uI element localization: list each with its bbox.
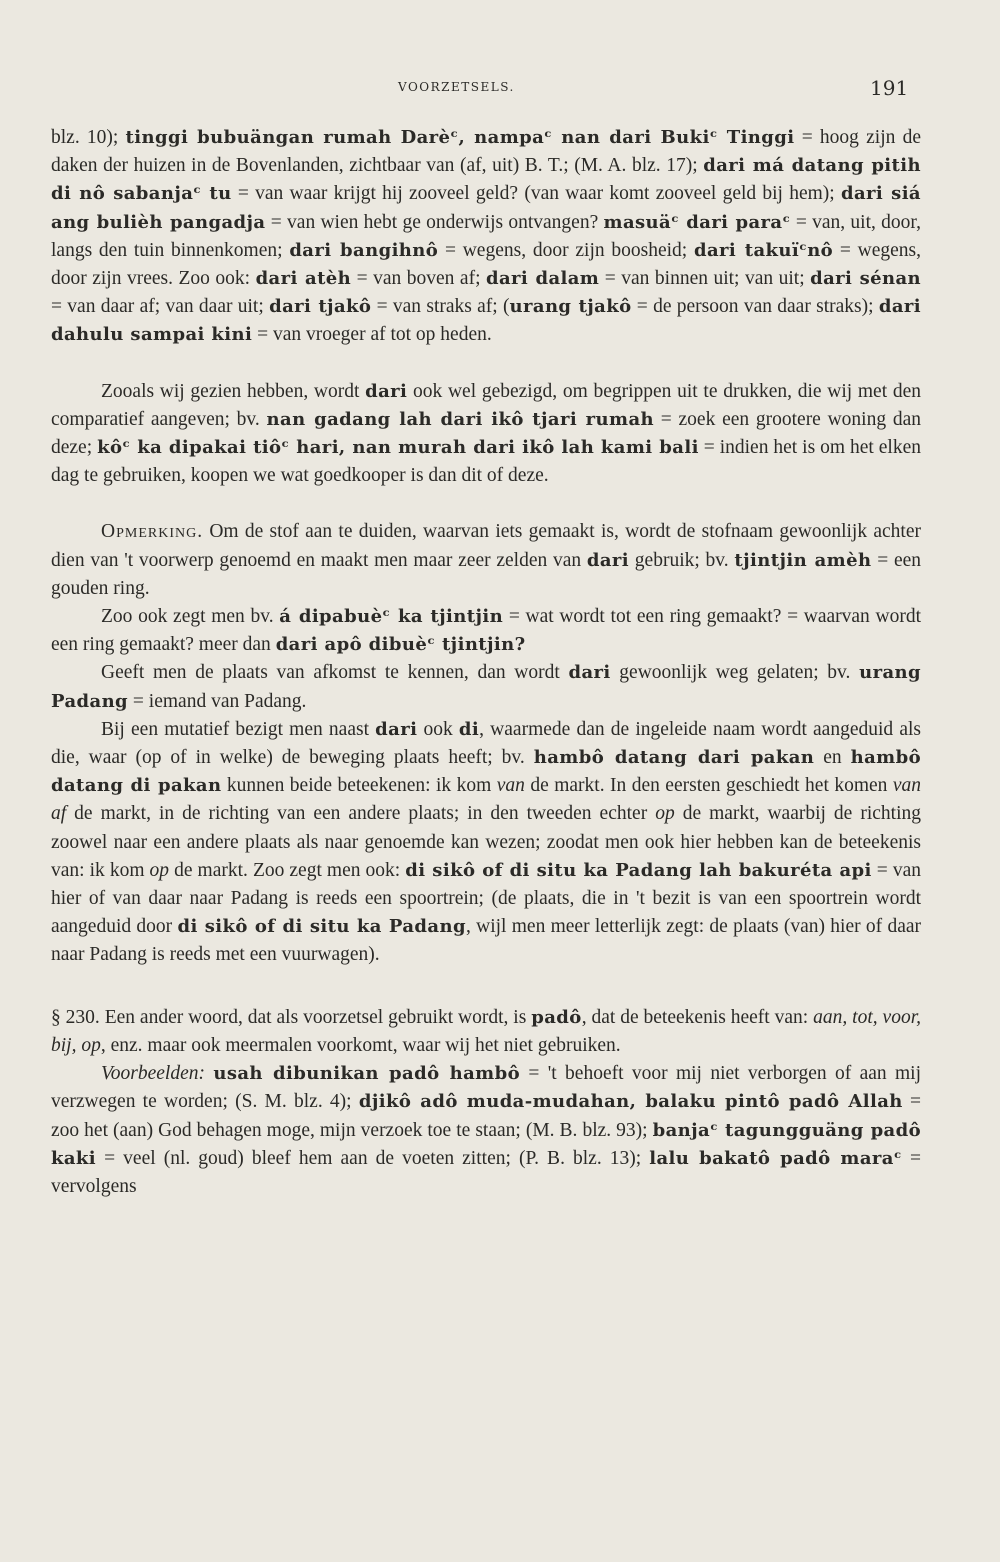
malay-term: dari má datang pitih di nô sabanjaᶜ tu [51, 155, 921, 205]
paragraph-opmerking [51, 518, 921, 603]
malay-term: kôᶜ ka dipakai tiôᶜ hari, nan murah dari ikô lah kami bali [97, 437, 699, 459]
malay-term: dari bangihnô [289, 239, 439, 261]
paragraph-zoo-ook [51, 603, 921, 659]
malay-term: masuäᶜ dari paraᶜ [603, 211, 791, 233]
body-run: = van waar krijgt hij zooveel geld? (van waar komt zooveel geld bij hem); [231, 183, 841, 205]
malay-term: dari [568, 662, 611, 684]
body-run: en [814, 747, 851, 769]
body-run: = de persoon van daar straks); [631, 296, 879, 318]
body-run: = veel (nl. goud) bleef hem aan de voeten zitten; (P. B. blz. 13); [96, 1147, 650, 1169]
malay-term: di [458, 718, 480, 740]
malay-term: dari siá ang bulièh pangadja [51, 183, 921, 233]
body-run: = van boven af; [351, 268, 486, 290]
paragraph-voorbeelden [51, 1060, 921, 1201]
body-run: = hoog zijn de daken der huizen in de Bovenlanden, zichtbaar van (af, uit) B. T.; (M. A. blz. 17); [51, 127, 921, 177]
malay-term: nan gadang lah dari ikô tjari rumah [266, 408, 655, 430]
body-run: = 't behoeft voor mij niet verborgen of aan mij verzwegen te worden; (S. M. blz. 4); [51, 1063, 922, 1113]
malay-term: dari [365, 380, 408, 402]
body-run: = van daar af; van daar uit; [51, 296, 270, 318]
malay-term: di sikô of di situ ka Padang [177, 916, 466, 938]
malay-term: dari dalam [486, 268, 600, 290]
body-run: , dat de beteekenis heeft van: [581, 1006, 814, 1028]
paragraph-continued [51, 124, 921, 350]
malay-term: urang tjakô [509, 296, 632, 318]
remark-label: Opmerking. [101, 521, 204, 543]
malay-term: hambô datang di pakan [51, 747, 921, 797]
body-run: = van vroeger af tot op heden. [252, 324, 492, 346]
body-run: = vervolgens [51, 1147, 921, 1197]
italic-text: op [655, 803, 675, 825]
body-run: = van wien hebt ge onderwijs ontvangen? [265, 211, 604, 233]
body-run: kunnen beide beteekenen: ik kom [221, 775, 497, 797]
malay-term: di sikô of di situ ka Padang lah bakuréta api [405, 859, 872, 881]
malay-term: dari sénan [810, 268, 922, 290]
body-run: = zoo het (aan) God behagen moge, mijn verzoek toe te staan; (M. B. blz. 93); [51, 1091, 921, 1141]
body-run: = een gouden ring. [51, 549, 922, 599]
malay-term: djikô adô muda-mudahan, balaku pintô padô Allah [358, 1091, 903, 1113]
running-title: VOORZETSELS. [398, 80, 515, 94]
malay-term: dari dahulu sampai kini [51, 296, 921, 346]
body-run: = indien het is om het elken dag te gebruiken, koopen we wat goedkooper is dan dit of deze. [51, 437, 921, 487]
body-run: , waarmede dan de ingeleide naam wordt aangeduid als die, waar (op of in welke) de beweging plaats heeft; bv. [51, 718, 921, 769]
body-run: , wijl men meer letterlijk zegt: de plaats (van) hier of daar naar Padang is reeds met een vuurwagen). [51, 916, 921, 966]
italic-text: van [496, 775, 525, 797]
malay-term: usah dibunikan padô hambô [213, 1063, 521, 1085]
paragraph-section-230 [51, 1004, 921, 1060]
italic-text: op [149, 859, 170, 881]
malay-term: á dipabuèᶜ ka tjintjin [279, 606, 504, 628]
malay-term: hambô datang dari pakan [533, 747, 815, 769]
body-run: blz. 10); [51, 127, 126, 148]
body-run: = wegens, door zijn boosheid; [438, 239, 694, 261]
malay-term: dari apô dibuèᶜ tjintjin? [275, 634, 526, 656]
body-run: , enz. maar ook meermalen voorkomt, waar wij het niet gebruiken. [100, 1034, 621, 1056]
body-run: = van straks af; ( [371, 296, 510, 318]
paragraph-afkomst [51, 659, 921, 715]
body-run: de markt. Zoo zegt men ook: [169, 859, 406, 881]
malay-term: dari atèh [255, 268, 352, 290]
malay-term: dari tjakô [269, 296, 372, 318]
paragraph-comparative [51, 378, 921, 491]
body-run: = van binnen uit; van uit; [599, 268, 811, 290]
malay-term: padô [531, 1006, 582, 1028]
italic-text: aan, tot, voor, bij, op [51, 1006, 921, 1056]
body-run: = wegens, door zijn vrees. Zoo ook: [51, 239, 921, 290]
page-number: 191 [870, 76, 909, 100]
body-run: Zooals wij gezien hebben, wordt [101, 380, 366, 402]
malay-term: banjaᶜ tagungguäng padô kaki [51, 1119, 922, 1169]
body-run: Geeft men de plaats van afkomst te kennen, dan wordt [101, 662, 569, 684]
malay-term: tinggi bubuängan rumah Darèᶜ, nampaᶜ nan dari Bukiᶜ Tinggi [125, 127, 795, 148]
body-run: = iemand van Padang. [128, 690, 307, 712]
malay-term: dari takuïᶜnô [694, 239, 834, 261]
italic-text: Voorbeelden: [101, 1063, 205, 1085]
body-run: = wat wordt tot een ring gemaakt? = waarvan wordt een ring gemaakt? meer dan [51, 606, 921, 656]
body-run: de markt, waarbij de richting zoowel naar een andere plaats als naar genoemde kan wezen; zoodat men ook hier hebben kan de beteekenis van: ik kom [51, 803, 921, 881]
malay-term: dari [375, 718, 418, 740]
body-run: gebruik; bv. [629, 549, 735, 571]
body-run: ook wel gebezigd, om begrippen uit te drukken, die wij met den comparatief aangeven; bv. [51, 380, 921, 430]
malay-term: dari [586, 549, 630, 571]
italic-text: van af [51, 775, 921, 825]
body-run: Om de stof aan te duiden, waarvan iets gemaakt is, wordt de stofnaam gewoonlijk achter dien van 't voorwerp genoemd en maakt men maar zeer zelden van [51, 521, 921, 571]
page-header [0, 76, 1000, 102]
body-run: ook [417, 718, 459, 740]
body-run: = zoek een grootere woning dan deze; [51, 408, 921, 459]
body-run: de markt. In den eersten geschiedt het komen [524, 775, 893, 797]
malay-term: tjintjin amèh [734, 549, 872, 571]
body-run: de markt, in de richting van een andere plaats; in den tweeden echter [66, 803, 656, 825]
body-run: = van hier of van daar naar Padang is reeds een spoortrein; (de plaats, die in 't bezit is van een spoortrein wordt aangeduid door [51, 859, 921, 938]
paragraph-mutatief [51, 716, 921, 970]
body-run: Bij een mutatief bezigt men naast [101, 718, 376, 740]
body-run: gewoonlijk weg gelaten; bv. [610, 662, 860, 684]
body-text [51, 124, 921, 1201]
body-run: § 230. Een ander woord, dat als voorzetsel gebruikt wordt, is [51, 1006, 532, 1028]
body-run: Zoo ook zegt men bv. [101, 606, 280, 628]
body-run: = van, uit, door, langs den tuin binnenkomen; [51, 211, 921, 261]
malay-term: urang Padang [51, 662, 921, 712]
malay-term: lalu bakatô padô maraᶜ [649, 1147, 902, 1169]
